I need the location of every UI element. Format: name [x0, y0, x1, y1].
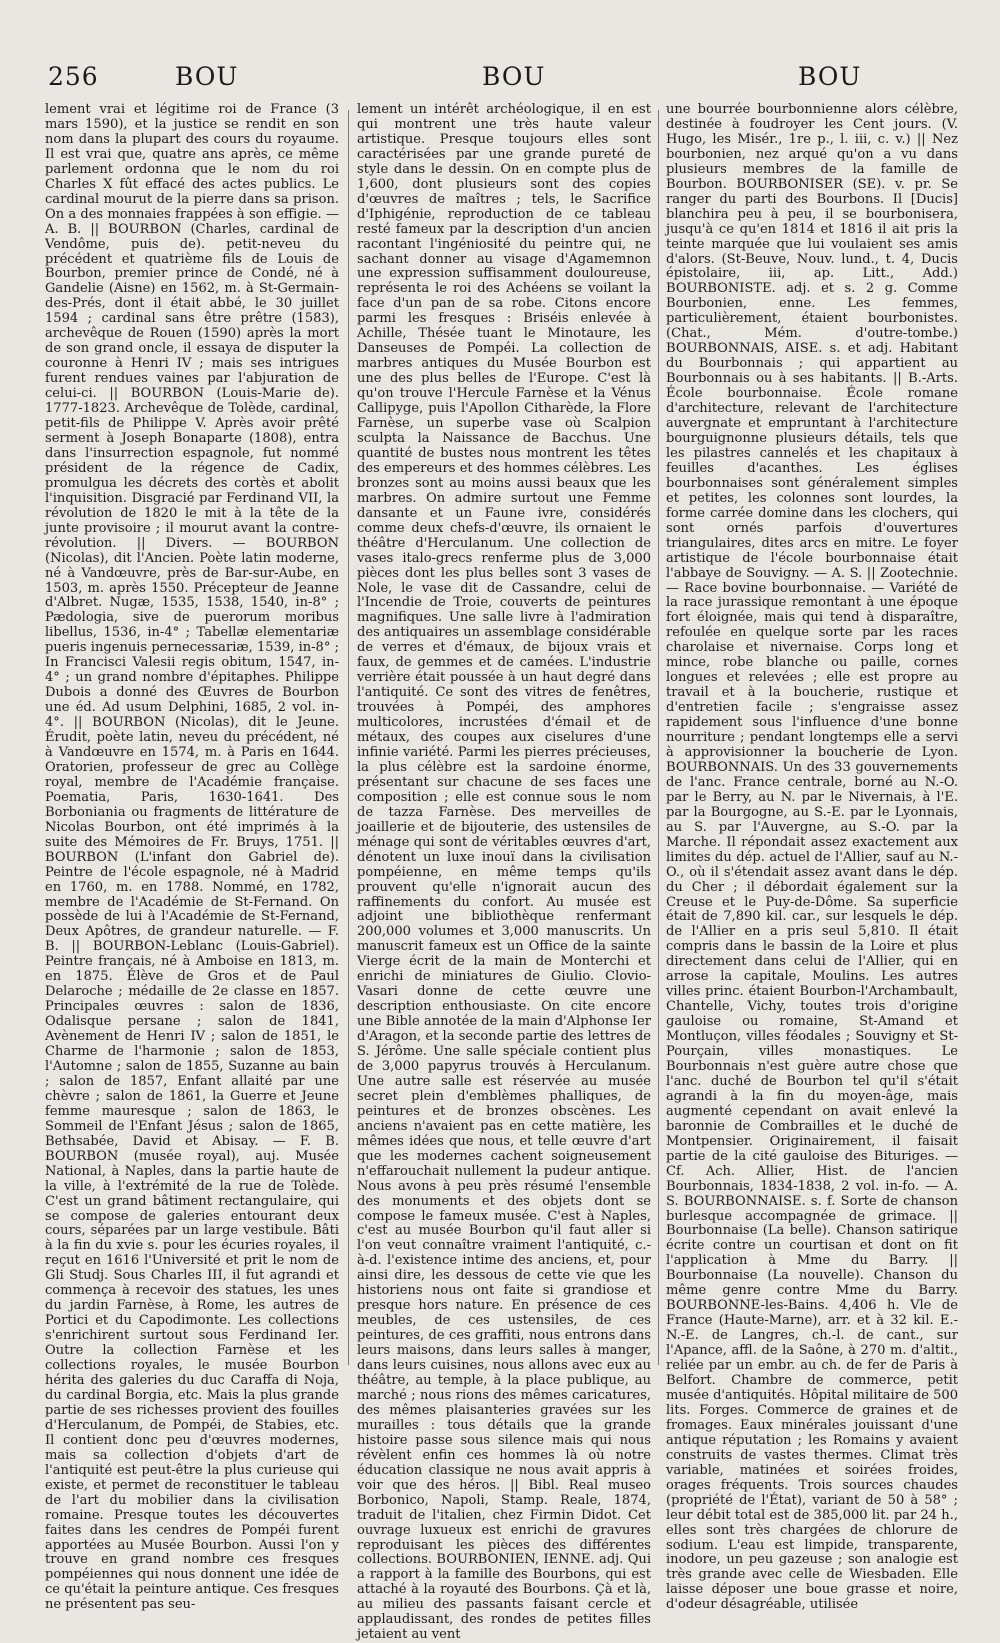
- column-center: [357, 102, 651, 1643]
- running-head-left: BOU: [175, 62, 239, 91]
- column-left-text: lement vrai et légitime roi de France (3 mars 1590), et la justice se rendit en son nom dans la plupart des cours du royaume. Il est vrai que, quatre ans après, ce même parlement ordonna que le nom du roi Charles X fût effacé des actes publics. Le cardinal mourut de la pierre dans sa prison. On a des monnaies frappées à son effigie. — A. B. || BOURBON (Charles, cardinal de Vendôme, puis de). petit-neveu du précédent et quatrième fils de Louis de Bourbon, premier prince de Condé, né à Gandelie (Aisne) en 1562, m. à St-Germain-des-Prés, dont il était abbé, le 30 juillet 1594 ; cardinal sans être prêtre (1583), archevêque de Rouen (1590) après la mort de son grand oncle, il essaya de disputer la couronne à Henri IV ; mais ses intrigues furent rendues vaines par l'abjuration de celui-ci. || BOURBON (Louis-Marie de). 1777-1823. Archevêque de Tolède, cardinal, petit-fils de Philippe V. Après avoir prêté serment à Joseph Bonaparte (1808), entra dans l'insurrection espagnole, fut nommé président de la régence de Cadix, promulgua les décrets des cortès et abolit l'inquisition. Disgracié par Ferdinand VII, la révolution de 1820 le mit à la tête de la junte provisoire ; il mourut avant la contre-révolution. || Divers. — BOURBON (Nicolas), dit l'Ancien. Poète latin moderne, né à Vandœuvre, près de Bar-sur-Aube, en 1503, m. après 1550. Précepteur de Jeanne d'Albret. Nugæ, 1535, 1538, 1540, in-8° ; Pædologia, sive de puerorum moribus libellus, 1536, in-4° ; Tabellæ elementariæ pueris ingenuis pernecessariæ, 1539, in-8° ; In Francisci Valesii regis obitum, 1547, in-4° ; un grand nombre d'épitaphes. Philippe Dubois a donné des Œuvres de Bourbon une éd. Ad usum Delphini, 1685, 2 vol. in-4°. || BOURBON (Nicolas), dit le Jeune. Érudit, poète latin, neveu du précédent, né à Vandœuvre en 1574, m. à Paris en 1644. Oratorien, professeur de grec au Collège royal, membre de l'Académie française. Poematia, Paris, 1630-1641. Des Borboniania ou fragments de littérature de Nicolas Bourbon, ont été imprimés à la suite des Mémoires de Fr. Bruys, 1751. || BOURBON (L'infant don Gabriel de). Peintre de l'école espagnole, né à Madrid en 1760, m. en 1788. Nommé, en 1782, membre de l'Académie de St-Fernand. On possède de lui à l'Académie de St-Fernand, Deux Apôtres, de grandeur naturelle. — F. B. || BOURBON-Leblanc (Louis-Gabriel). Peintre français, né à Amboise en 1813, m. en 1875. Élève de Gros et de Paul Delaroche ; médaille de 2e classe en 1857. Principales œuvres : salon de 1836, Odalisque persane ; salon de 1841, Avènement de Henri IV ; salon de 1851, le Charme de l'harmonie ; salon de 1853, l'Automne ; salon de 1855, Suzanne au bain ; salon de 1857, Enfant allaité par une chèvre ; salon de 1861, la Guerre et Jeune femme mauresque ; salon de 1863, le Sommeil de l'Enfant Jésus ; salon de 1865, Bethsabée, David et Abisay. — F. B. BOURBON (musée royal), auj. Musée National, à Naples, dans la partie haute de la ville, à l'extrémité de la rue de Tolède. C'est un grand bâtiment rectangulaire, qui se compose de galeries entourant deux cours, séparées par un large vestibule. Bâti à la fin du xvie s. pour les écuries royales, il reçut en 1616 l'Université et prit le nom de Gli Studj. Sous Charles III, il fut agrandi et commença à recevoir des statues, les unes du jardin Farnèse, à Rome, les autres de Portici et du Capodimonte. Les collections s'enrichirent surtout sous Ferdinand Ier. Outre la collection Farnèse et les collections royales, le musée Bourbon hérita des galeries du duc Caraffa di Noja, du cardinal Borgia, etc. Mais la plus grande partie de ses richesses provient des fouilles d'Herculanum, de Pompéi, de Stabies, etc. Il contient donc peu d'œuvres modernes, mais sa collection d'objets d'art de l'antiquité est peut-être la plus curieuse qui existe, et permet de reconstituer le tableau de l'art du mobilier dans la civilisation romaine. Presque toutes les découvertes faites dans les cendres de Pompéi furent apportées au Musée Bourbon. Aussi l'on y trouve en grand nombre ces fresques pompéiennes qui nous donnent une idée de ce qu'était la peinture antique. Ces fresques ne présentent pas seu-: [45, 102, 339, 1613]
- column-divider: [658, 110, 659, 1365]
- column-left: [45, 102, 339, 1613]
- column-center-text: lement un intérêt archéologique, il en est qui montrent une très haute valeur artistique. Presque toujours elles sont caractérisées par une grande pureté de style dans le dessin. On en compte plus de 1,600, dont plusieurs sont des copies d'œuvres de maîtres ; tels, le Sacrifice d'Iphigénie, reproduction de ce tableau resté fameux par la description d'un ancien racontant l'ingéniosité du peintre qui, ne sachant donner au visage d'Agamemnon une expression suffisamment douloureuse, représenta le roi des Achéens se voilant la face d'un pan de sa robe. Citons encore parmi les fresques : Briséis enlevée à Achille, Thésée tuant le Minotaure, les Danseuses de Pompéi. La collection de marbres antiques du Musée Bourbon est une des plus belles de l'Europe. C'est là qu'on trouve l'Hercule Farnèse et la Vénus Callipyge, puis l'Apollon Citharède, la Flore Farnèse, un superbe vase où Scalpion sculpta la Naissance de Bacchus. Une quantité de bustes nous montrent les têtes des empereurs et des hommes célèbres. Les bronzes sont au moins aussi beaux que les marbres. On admire surtout une Femme dansante et un Faune ivre, considérés comme deux chefs-d'œuvre, ils ornaient le théâtre d'Herculanum. Une collection de vases italo-grecs renferme plus de 3,000 pièces dont les plus belles sont 3 vases de Nole, le vase dit de Cassandre, celui de l'Incendie de Troie, couverts de peintures magnifiques. Une salle livre à l'admiration des antiquaires un assemblage considérable de verres et d'émaux, de bijoux vrais et faux, de gemmes et de camées. L'industrie verrière était poussée à un haut degré dans l'antiquité. Ce sont des vitres de fenêtres, trouvées à Pompéi, des amphores multicolores, incrustées d'émail et de métaux, des coupes aux ciselures d'une infinie variété. Parmi les pierres précieuses, la plus célèbre est la sardoine énorme, présentant sur chacune de ses faces une composition ; elle est connue sous le nom de tazza Farnèse. Des merveilles de joaillerie et de bijouterie, des ustensiles de ménage qui sont de véritables œuvres d'art, dénotent un luxe inouï dans la civilisation pompéienne, en même temps qu'ils prouvent qu'elle n'ignorait aucun des raffinements du confort. Au musée est adjoint une bibliothèque renfermant 200,000 volumes et 3,000 manuscrits. Un manuscrit fameux est un Office de la sainte Vierge écrit de la main de Monterchi et enrichi de miniatures de Giulio. Clovio-Vasari donne de cette œuvre une description enthousiaste. On cite encore une Bible annotée de la main d'Alphonse Ier d'Aragon, et la seconde partie des lettres de S. Jérôme. Une salle spéciale contient plus de 3,000 papyrus trouvés à Herculanum. Une autre salle est réservée au musée secret plein d'emblèmes phalliques, de peintures et de bronzes obscènes. Les anciens n'avaient pas en cette matière, les mêmes idées que nous, et telle œuvre d'art que les modernes cachent soigneusement n'effarouchait nullement la pudeur antique. Nous avons à peu près résumé l'ensemble des monuments et des objets dont se compose le fameux musée. C'est à Naples, c'est au musée Bourbon qu'il faut aller si l'on veut connaître vraiment l'antiquité, c.-à-d. l'existence intime des anciens, et, pour ainsi dire, les dessous de cette vie que les historiens nous ont faite si grandiose et presque hors nature. En présence de ces meubles, de ces ustensiles, de ces peintures, de ces graffiti, nous entrons dans leurs maisons, dans leurs salles à manger, dans leurs cuisines, nous allons avec eux au théâtre, au temple, à la place publique, au marché ; nous rions des mêmes caricatures, des mêmes plaisanteries gravées sur les murailles : tous détails que la grande histoire passe sous silence mais qui nous révèlent enfin ces hommes là où notre éducation classique ne nous avait appris à voir que des héros. || Bibl. Real museo Borbonico, Napoli, Stamp. Reale, 1874, traduit de l'italien, chez Firmin Didot. Cet ouvrage luxueux est enrichi de gravures reproduisant les pièces des différentes collections. BOURBONIEN, IENNE. adj. Qui a rapport à la famille des Bourbons, qui est attaché à la royauté des Bourbons. Çà et là, au milieu des passants faisant cercle et applaudissant, des rondes de petites filles jetaient au vent: [357, 102, 651, 1643]
- column-right: [666, 102, 958, 1613]
- running-head-right: BOU: [798, 62, 862, 91]
- column-divider: [348, 110, 349, 1365]
- column-right-text: une bourrée bourbonnienne alors célèbre, destinée à foudroyer les Cent jours. (V. Hugo, les Misér., 1re p., l. iii, c. v.) || Nez bourbonien, nez arqué qu'on a vu dans plusieurs membres de la famille de Bourbon. BOURBONISER (SE). v. pr. Se ranger du parti des Bourbons. Il [Ducis] blanchira peu à peu, il se bourbonisera, jusqu'à ce qu'en 1814 et 1816 il ait pris la teinte marquée que lui voulaient ses amis d'alors. (St-Beuve, Nouv. lund., t. 4, Ducis épistolaire, iii, ap. Litt., Add.) BOURBONISTE. adj. et s. 2 g. Comme Bourbonien, enne. Les femmes, particulièrement, étaient bourbonistes. (Chat., Mém. d'outre-tombe.) BOURBONNAIS, AISE. s. et adj. Habitant du Bourbonnais ; qui appartient au Bourbonnais ou à ses habitants. || B.-Arts. École bourbonnaise. École romane d'architecture, relevant de l'architecture auvergnate et empruntant à l'architecture bourguignonne plusieurs détails, tels que les pilastres cannelés et les chapitaux à feuilles d'acanthes. Les églises bourbonnaises sont généralement simples et petites, les colonnes sont lourdes, la forme carrée domine dans les clochers, qui sont ornés parfois d'ouvertures triangulaires, dites arcs en mitre. Le foyer artistique de l'école bourbonnaise était l'abbaye de Souvigny. — A. S. || Zootechnie. — Race bovine bourbonnaise. — Variété de la race jurassique remontant à une époque fort éloignée, mais qui tend à disparaître, refoulée en quelque sorte par les races charolaise et nivernaise. Corps long et mince, robe blanche ou paille, cornes longues et relevées ; elle est propre au travail et à la boucherie, rustique et d'entretien facile ; s'engraisse assez rapidement sous l'influence d'une bonne nourriture ; pendant longtemps elle a servi à approvisionner la boucherie de Lyon. BOURBONNAIS. Un des 33 gouvernements de l'anc. France centrale, borné au N.-O. par le Berry, au N. par le Nivernais, à l'E. par la Bourgogne, au S.-E. par le Lyonnais, au S. par l'Auvergne, au S.-O. par la Marche. Il répondait assez exactement aux limites du dép. actuel de l'Allier, sauf au N.-O., où il s'étendait assez avant dans le dép. du Cher ; il débordait également sur la Creuse et le Puy-de-Dôme. Sa superficie était de 7,890 kil. car., sur lesquels le dép. de l'Allier en a pris seul 5,810. Il était compris dans le bassin de la Loire et plus directement dans celui de l'Allier, qui en arrose la capitale, Moulins. Les autres villes princ. étaient Bourbon-l'Archambault, Chantelle, Vichy, toutes trois d'origine gauloise ou romaine, St-Amand et Montluçon, villes féodales ; Souvigny et St-Pourçain, villes monastiques. Le Bourbonnais n'est guère autre chose que l'anc. duché de Bourbon tel qu'il s'était agrandi à la fin du moyen-âge, mais augmenté cependant on avait enlevé la baronnie de Combrailles et le duché de Montpensier. Originairement, il faisait partie de la cité gauloise des Bituriges. — Cf. Ach. Allier, Hist. de l'ancien Bourbonnais, 1834-1838, 2 vol. in-fo. — A. S. BOURBONNAISE. s. f. Sorte de chanson burlesque accompagnée de grimace. || Bourbonnaise (La belle). Chanson satirique écrite contre un courtisan et dont on fit l'application à Mme du Barry. || Bourbonnaise (La nouvelle). Chanson du même genre contre Mme du Barry. BOURBONNE-les-Bains. 4,406 h. Vle de France (Haute-Marne), arr. et à 32 kil. E.-N.-E. de Langres, ch.-l. de cant., sur l'Apance, affl. de la Saône, à 270 m. d'altit., reliée par un embr. au ch. de fer de Paris à Belfort. Chambre de commerce, petit musée d'antiquités. Hôpital militaire de 500 lits. Forges. Commerce de graines et de fromages. Eaux minérales jouissant d'une antique réputation ; les Romains y avaient construits de vastes thermes. Climat très variable, matinées et soirées froides, orages fréquents. Trois sources chaudes (propriété de l'État), variant de 50 à 58° ; leur débit total est de 385,000 lit. par 24 h., elles sont très chargées de chlorure de sodium. L'eau est limpide, transparente, inodore, un peu gazeuse ; son analogie est très grande avec celle de Wiesbaden. Elle laisse déposer une boue grasse et noire, d'odeur désagréable, utilisée: [666, 102, 958, 1613]
- running-head-center: BOU: [482, 62, 546, 91]
- page-header: [40, 62, 960, 96]
- page-number: 256: [48, 62, 99, 91]
